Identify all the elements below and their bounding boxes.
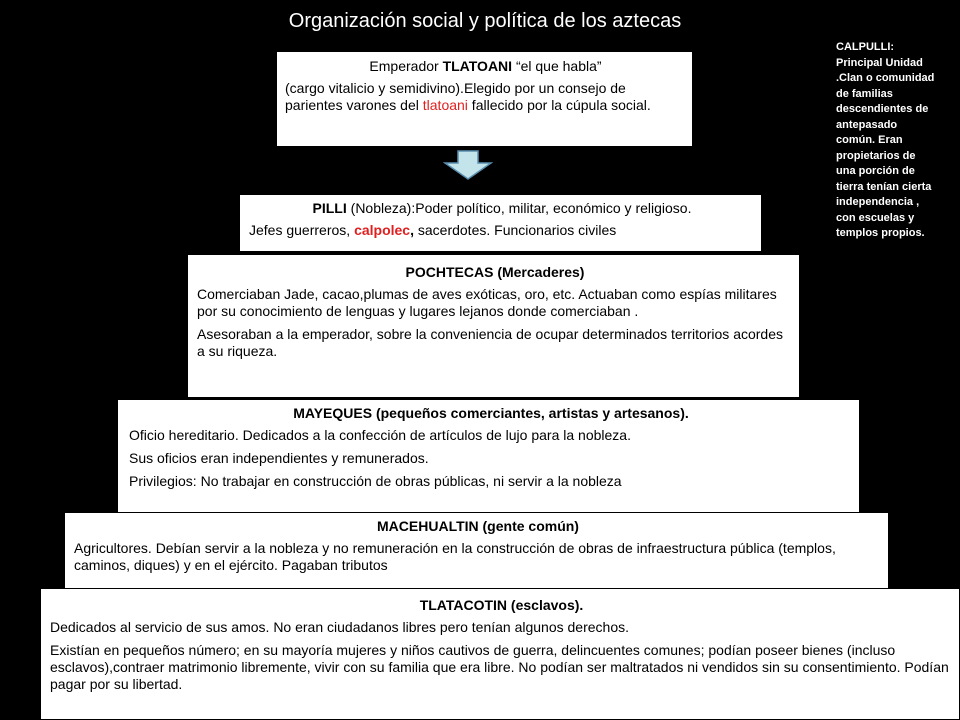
pochtecas-heading: POCHTECAS (Mercaderes)	[405, 264, 585, 280]
tlatacotin-heading: TLATACOTIN (esclavos).	[419, 597, 584, 613]
tlatoani-term: TLATOANI	[442, 58, 513, 74]
macehualtin-paragraph: Agricultores. Debían servir a la nobleza y no remuneración en la construcción de obras de infraestructura pública (templos, caminos, diques) y en el ejército. Pagaban tributos	[74, 540, 836, 573]
down-arrow-icon	[443, 150, 493, 180]
macehualtin-box	[64, 512, 889, 590]
emperor-description: (cargo vitalicio y semidivino).Elegido por un consejo de parientes varones del tlatoani fallecido por la cúpula social.	[285, 80, 651, 113]
page-title: Organización social y política de los aztecas	[288, 10, 682, 32]
calpulli-note: CALPULLI: Principal Unidad .Clan o comunidad de familias descendientes de antepasado común. Eran propietarios de una porción de tierra tenían cierta independencia , con escuelas y templos propios.	[836, 41, 935, 239]
emperor-box	[276, 51, 693, 147]
mayeques-paragraph: Sus oficios eran independientes y remunerados.	[129, 450, 429, 466]
mayeques-heading: MAYEQUES (pequeños comerciantes, artistas y artesanos).	[293, 405, 689, 421]
mayeques-paragraph: Oficio hereditario. Dedicados a la confección de artículos de lujo para la nobleza.	[129, 427, 631, 443]
calpolec-highlight: calpolec	[354, 222, 411, 238]
mayeques-box	[117, 399, 860, 515]
pochtecas-paragraph: Asesoraban a la emperador, sobre la conveniencia de ocupar determinados territorios acordes a su riqueza.	[197, 326, 784, 359]
pilli-heading: PILLI (Nobleza):Poder político, militar, económico y religioso.	[312, 200, 692, 216]
pilli-members: Jefes guerreros, calpolec, sacerdotes. Funcionarios civiles	[249, 222, 617, 238]
emperor-heading: Emperador TLATOANI “el que habla”	[369, 58, 602, 74]
tlatoani-highlight: tlatoani	[422, 97, 468, 113]
tlatacotin-box	[40, 588, 960, 720]
pochtecas-box	[187, 254, 800, 398]
tlatacotin-paragraph: Existían en pequeños número; en su mayoría mujeres y niños cautivos de guerra, delincuentes comunes; podían poseer bienes (incluso esclavos),contraer matrimonio libremente, vivir con su familia que era libre. No podían ser maltratados ni vendidos sin su consentimiento. Podían pagar por su libertad.	[50, 642, 949, 692]
macehualtin-heading: MACEHUALTIN (gente común)	[377, 518, 579, 534]
tlatacotin-paragraph: Dedicados al servicio de sus amos. No eran ciudadanos libres pero tenían algunos derechos.	[50, 619, 630, 635]
mayeques-paragraph: Privilegios: No trabajar en construcción de obras públicas, ni servir a la nobleza	[129, 473, 622, 489]
pochtecas-paragraph: Comerciaban Jade, cacao,plumas de aves exóticas, oro, etc. Actuaban como espías militares por su conocimiento de lenguas y lugares lejanos donde comerciaban .	[197, 286, 777, 319]
pilli-box	[239, 194, 762, 252]
